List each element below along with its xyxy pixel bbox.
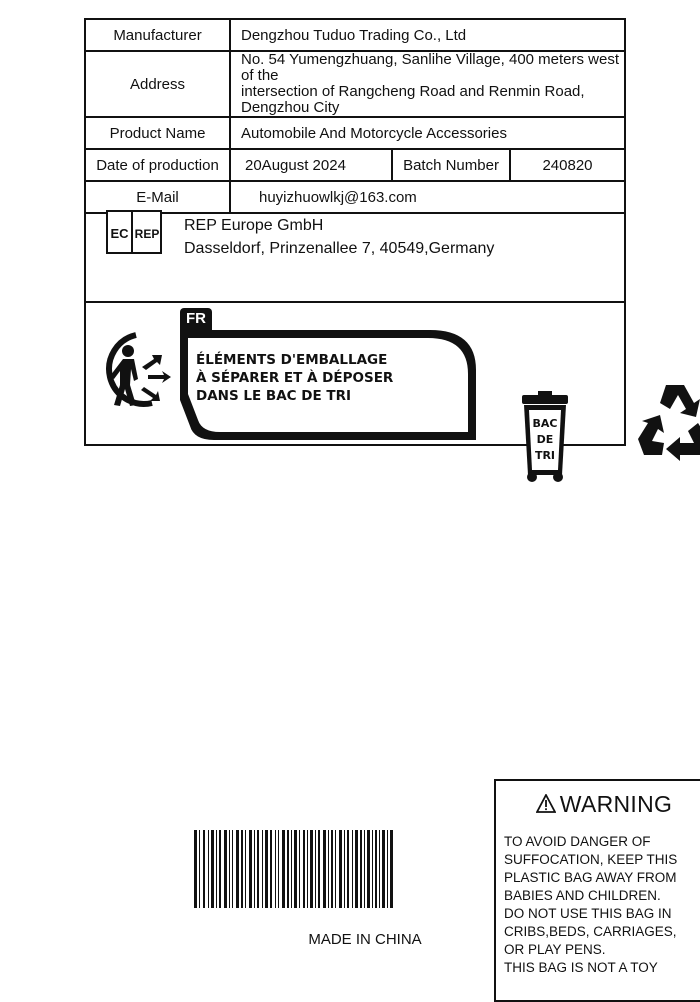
product-name-label: Product Name (85, 117, 230, 149)
bin-line-3: TRI (534, 449, 556, 462)
address-value (230, 51, 625, 117)
warning-heading (496, 791, 700, 818)
email-label: E-Mail (85, 181, 230, 213)
recycling-section (84, 301, 678, 975)
ec-rep-icon (106, 210, 162, 254)
table-row-date-batch (85, 149, 625, 181)
bin-line-2: DE (536, 433, 554, 446)
warning-line: SUFFOCATION, KEEP THIS (504, 852, 678, 867)
manufacturer-value: Dengzhou Tuduo Trading Co., Ltd (230, 19, 625, 51)
ec-rep-details (184, 214, 494, 260)
ec-rep-address: Dasseldorf, Prinzenallee 7, 40549,Germany (184, 240, 495, 257)
recycle-symbol-icon (636, 377, 700, 465)
warning-line: OR PLAY PENS. (504, 942, 606, 957)
warning-triangle-icon (536, 794, 556, 813)
sorting-line-3: DANS LE BAC DE TRI (196, 388, 351, 404)
warning-line: THIS BAG IS NOT A TOY (504, 960, 658, 975)
sorting-line-2: À SÉPARER ET À DÉPOSER (196, 370, 394, 386)
warning-line: DO NOT USE THIS BAG IN (504, 906, 672, 921)
warning-section (494, 779, 700, 1002)
ec-rep-logo-left: EC (110, 226, 129, 241)
batch-number-label: Batch Number (392, 149, 510, 181)
product-info-table (84, 18, 626, 214)
warning-line: BABIES AND CHILDREN. (504, 888, 661, 903)
batch-number-value: 240820 (510, 149, 625, 181)
ec-rep-company: REP Europe GmbH (184, 217, 324, 234)
production-date-label: Date of production (85, 149, 230, 181)
sorting-info-text (196, 351, 558, 462)
table-row-product (85, 117, 625, 149)
email-value: huyizhuowlkj@163.com (230, 181, 625, 213)
bin-line-1: BAC (532, 417, 558, 430)
product-name-value: Automobile And Motorcycle Accessories (230, 117, 625, 149)
warning-text (504, 833, 677, 977)
warning-line: PLASTIC BAG AWAY FROM (504, 870, 677, 885)
address-line-1: No. 54 Yumengzhuang, Sanlihe Village, 400 meters west of the (241, 51, 620, 84)
warning-line: TO AVOID DANGER OF (504, 834, 651, 849)
warning-line: CRIBS,BEDS, CARRIAGES, (504, 924, 677, 939)
country-of-origin: MADE IN CHINA (308, 931, 422, 948)
recycling-bin-icon (518, 391, 572, 483)
table-row-address (85, 51, 625, 117)
warning-title: WARNING (559, 791, 673, 817)
country-badge: FR (180, 308, 212, 330)
production-date-value: 20August 2024 (230, 149, 392, 181)
ec-rep-logo-right: REP (134, 227, 160, 241)
manufacturer-label: Manufacturer (85, 19, 230, 51)
sorting-line-1: ÉLÉMENTS D'EMBALLAGE (196, 352, 388, 368)
address-line-2: intersection of Rangcheng Road and Renmin Road, Dengzhou City (241, 83, 585, 116)
address-label: Address (85, 51, 230, 117)
table-row-manufacturer (85, 19, 625, 51)
ec-rep-section (84, 198, 626, 303)
barcode (194, 830, 394, 908)
triman-icon (96, 329, 174, 413)
